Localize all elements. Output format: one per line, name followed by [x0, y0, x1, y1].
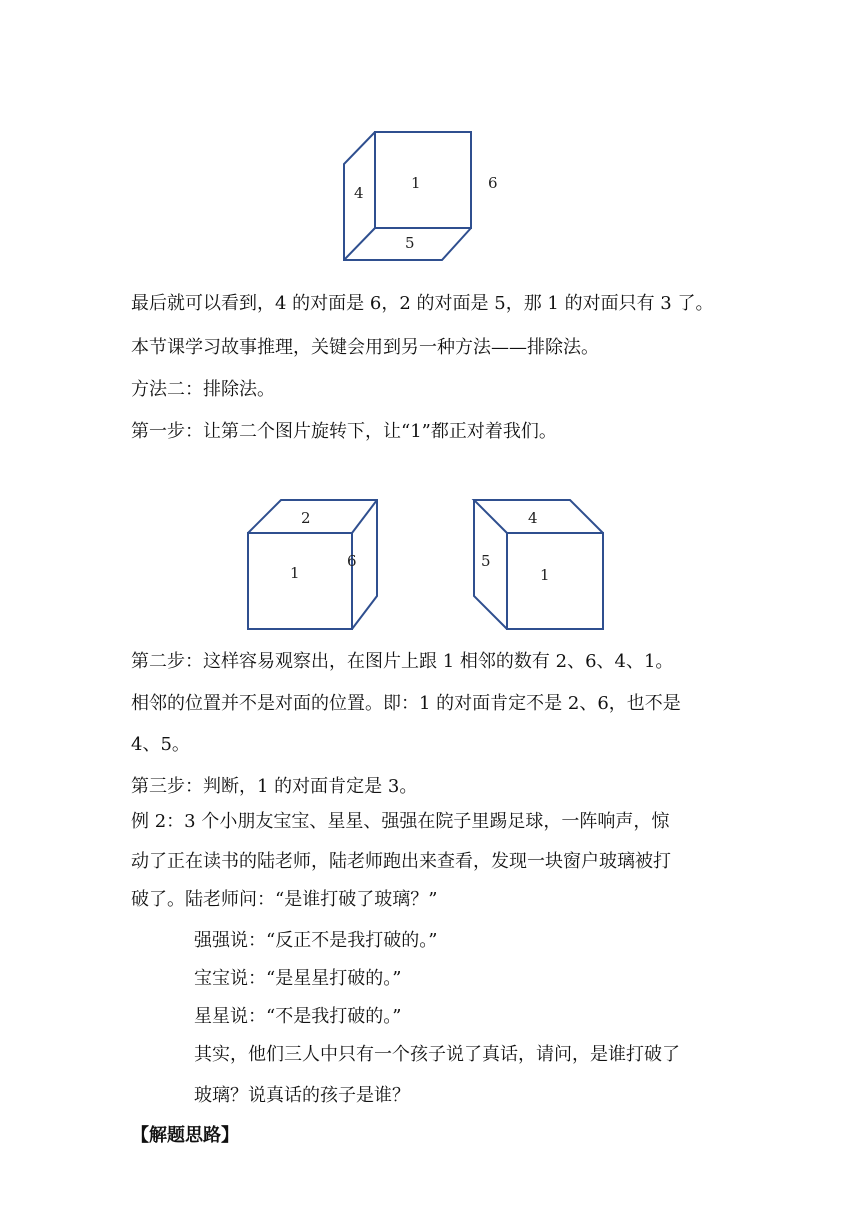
cube-right-front-label: 1	[540, 566, 550, 584]
paragraph-line-3: 方法二：排除法。	[131, 379, 275, 400]
cube-figure-left	[240, 492, 390, 637]
cube-top-outside-label: 6	[488, 174, 498, 192]
quote-line-2: 宝宝说：“是星星打破的。”	[194, 968, 402, 989]
section-heading: 【解题思路】	[131, 1125, 239, 1146]
cube-top-front-label: 1	[411, 174, 421, 192]
paragraph-line-4: 第一步：让第二个图片旋转下，让“1”都正对着我们。	[131, 421, 557, 442]
cube-right-edges	[474, 500, 603, 629]
paragraph-line-7: 4、5。	[131, 734, 190, 755]
cube-left-right-label: 6	[347, 552, 357, 570]
paragraph-line-6: 相邻的位置并不是对面的位置。即：1 的对面肯定不是 2、6，也不是	[131, 693, 681, 714]
cube-right-left-label: 5	[481, 552, 491, 570]
paragraph-line-2: 本节课学习故事推理，关键会用到另一种方法——排除法。	[131, 337, 599, 358]
paragraph-line-9: 例 2：3 个小朋友宝宝、星星、强强在院子里踢足球，一阵响声，惊	[131, 811, 670, 832]
cube-figure-top	[330, 120, 520, 270]
paragraph-line-8: 第三步：判断，1 的对面肯定是 3。	[131, 776, 418, 797]
cube-left-top-label: 2	[301, 509, 311, 527]
cube-figure-right	[466, 492, 616, 637]
quote-line-4: 其实，他们三人中只有一个孩子说了真话，请问，是谁打破了	[194, 1044, 680, 1065]
quote-line-1: 强强说：“反正不是我打破的。”	[194, 930, 438, 951]
cube-top-left-label: 4	[354, 184, 364, 202]
quote-line-5: 玻璃？说真话的孩子是谁？	[194, 1085, 410, 1106]
paragraph-line-5: 第二步：这样容易观察出，在图片上跟 1 相邻的数有 2、6、4、1。	[131, 651, 674, 672]
cube-top-bottom-label: 5	[405, 234, 415, 252]
cube-left-front-label: 1	[290, 564, 300, 582]
cube-right-top-label: 4	[528, 509, 538, 527]
quote-line-3: 星星说：“不是我打破的。”	[194, 1006, 402, 1027]
paragraph-line-10: 动了正在读书的陆老师，陆老师跑出来查看，发现一块窗户玻璃被打	[131, 851, 671, 872]
cube-left-edges	[248, 500, 377, 629]
paragraph-line-1: 最后就可以看到，4 的对面是 6，2 的对面是 5，那 1 的对面只有 3 了。	[131, 293, 714, 314]
paragraph-line-11: 破了。陆老师问：“是谁打破了玻璃？”	[131, 889, 438, 910]
